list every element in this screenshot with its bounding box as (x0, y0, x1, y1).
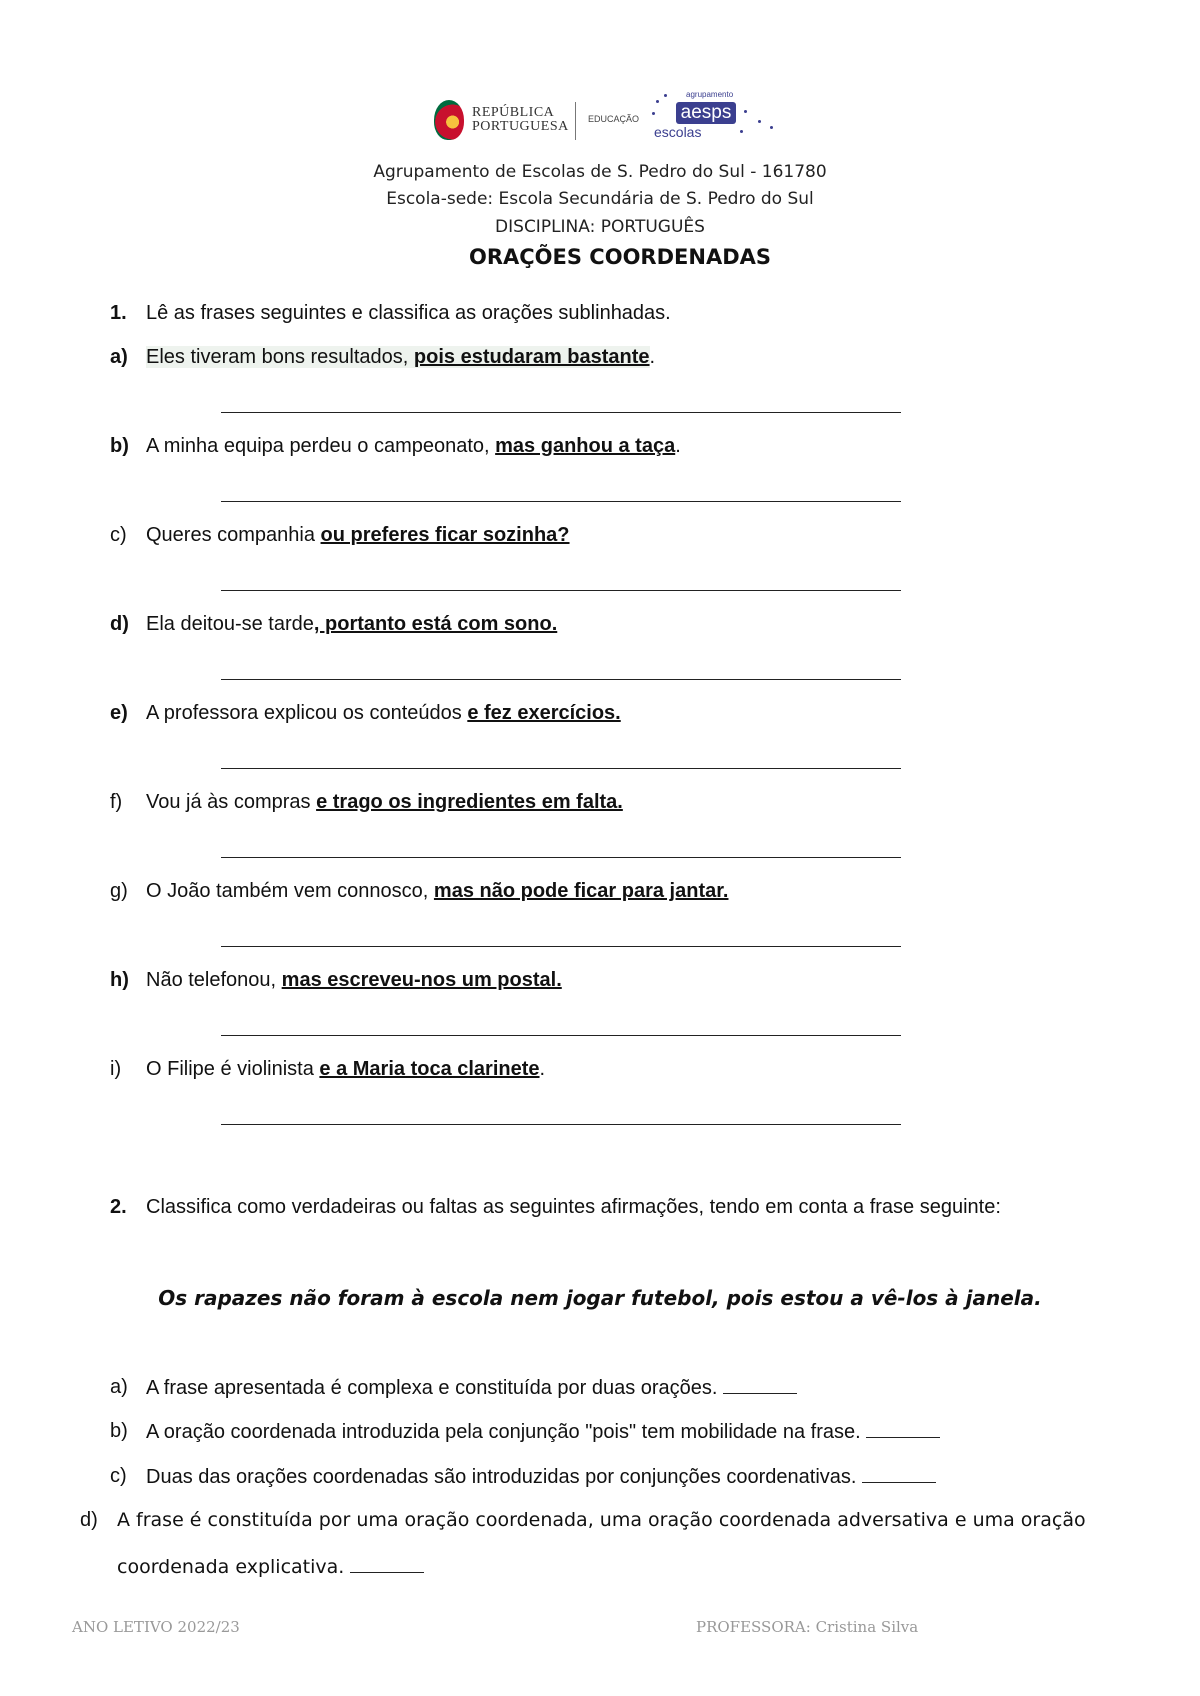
q2-item-a: A frase apresentada é complexa e constituída por duas orações. (146, 1376, 797, 1400)
republica-portuguesa-logo (434, 100, 569, 140)
subject: DISCIPLINA: PORTUGUÊS (495, 217, 705, 237)
q2-sentence: Os rapazes não foram à escola nem jogar futebol, pois estou a vê-los à janela. (158, 1286, 1042, 1310)
coat-of-arms-icon (434, 100, 464, 140)
answer-line[interactable] (221, 412, 901, 413)
underlined-clause: e trago os ingredientes em falta. (316, 791, 623, 813)
q1-item-sentence: O Filipe é violinista e a Maria toca clarinete. (146, 1058, 546, 1080)
underlined-clause: e fez exercícios. (467, 702, 621, 724)
q1-item-label: e) (110, 702, 128, 724)
underlined-clause: mas escreveu-nos um postal. (281, 969, 562, 991)
q2-item-label: c) (110, 1465, 127, 1487)
aesps-top-text: agrupamento (686, 90, 734, 99)
aesps-main-text: aesps (676, 102, 736, 124)
answer-line[interactable] (221, 1035, 901, 1036)
answer-line[interactable] (221, 768, 901, 769)
q1-item-label: b) (110, 435, 129, 457)
page-title: ORAÇÕES COORDENADAS (468, 245, 772, 269)
school-seat: Escola-sede: Escola Secundária de S. Pedro do Sul (386, 189, 814, 209)
answer-blank[interactable] (723, 1376, 797, 1394)
q1-item-label: d) (110, 613, 129, 635)
underlined-clause: pois estudaram bastante (413, 346, 650, 368)
q1-instruction: Lê as frases seguintes e classifica as orações sublinhadas. (146, 302, 671, 324)
answer-blank[interactable] (866, 1420, 940, 1438)
q2-instruction: Classifica como verdadeiras ou faltas as seguintes afirmações, tendo em conta a frase seguinte: (146, 1196, 1001, 1218)
q2-item-label: b) (110, 1420, 128, 1442)
q1-item-sentence: A professora explicou os conteúdos e fez exercícios. (146, 702, 621, 724)
aesps-logo (648, 90, 778, 146)
q2-item-b: A oração coordenada introduzida pela conjunção "pois" tem mobilidade na frase. (146, 1420, 940, 1444)
q1-item-sentence: Vou já às compras e trago os ingredientes em falta. (146, 791, 623, 813)
underlined-clause: e a Maria toca clarinete (319, 1058, 540, 1080)
q1-item-sentence: O João também vem connosco, mas não pode ficar para jantar. (146, 880, 729, 902)
q2-item-d: A frase é constituída por uma oração coordenada, uma oração coordenada adversativa e uma oração (117, 1509, 1086, 1531)
logo-rep-line2: PORTUGUESA (472, 119, 569, 134)
q2-item-label: d) (80, 1509, 98, 1531)
q1-item-sentence: A minha equipa perdeu o campeonato, mas ganhou a taça. (146, 435, 681, 457)
footer-year: ANO LETIVO 2022/23 (72, 1618, 240, 1636)
q1-item-label: a) (110, 346, 128, 368)
q1-item-sentence: Ela deitou-se tarde, portanto está com sono. (146, 613, 558, 635)
q1-item-label: f) (110, 791, 123, 813)
answer-blank[interactable] (862, 1465, 936, 1483)
answer-line[interactable] (221, 1124, 901, 1125)
q2-item-c: Duas das orações coordenadas são introduzidas por conjunções coordenativas. (146, 1465, 936, 1489)
q1-item-sentence: Não telefonou, mas escreveu-nos um postal. (146, 969, 562, 991)
q1-number: 1. (110, 302, 127, 324)
logo-divider (575, 102, 576, 140)
aesps-bottom-text: escolas (654, 124, 702, 140)
logo-rep-line1: REPÚBLICA (472, 105, 555, 120)
footer-teacher: PROFESSORA: Cristina Silva (696, 1618, 919, 1636)
underlined-clause: ou preferes ficar sozinha? (320, 524, 570, 546)
q1-item-sentence: Queres companhia ou preferes ficar sozinha? (146, 524, 570, 546)
underlined-clause: mas não pode ficar para jantar. (433, 880, 729, 902)
answer-line[interactable] (221, 590, 901, 591)
q1-item-label: g) (110, 880, 128, 902)
q1-item-label: c) (110, 524, 127, 546)
q2-item-label: a) (110, 1376, 128, 1398)
q1-item-label: h) (110, 969, 129, 991)
underlined-clause: , portanto está com sono. (313, 613, 558, 635)
underlined-clause: mas ganhou a taça (495, 435, 676, 457)
header-logos (0, 90, 1200, 146)
q1-item-label: i) (110, 1058, 122, 1080)
q1-item-sentence: Eles tiveram bons resultados, pois estudaram bastante. (146, 346, 656, 368)
answer-line[interactable] (221, 857, 901, 858)
q2-item-d-cont: coordenada explicativa. (117, 1555, 424, 1578)
answer-line[interactable] (221, 501, 901, 502)
school-name: Agrupamento de Escolas de S. Pedro do Sul - 161780 (373, 162, 827, 182)
answer-line[interactable] (221, 679, 901, 680)
answer-blank[interactable] (350, 1555, 424, 1573)
q2-number: 2. (110, 1196, 127, 1218)
education-logo-text: EDUCAÇÃO (588, 114, 640, 124)
answer-line[interactable] (221, 946, 901, 947)
